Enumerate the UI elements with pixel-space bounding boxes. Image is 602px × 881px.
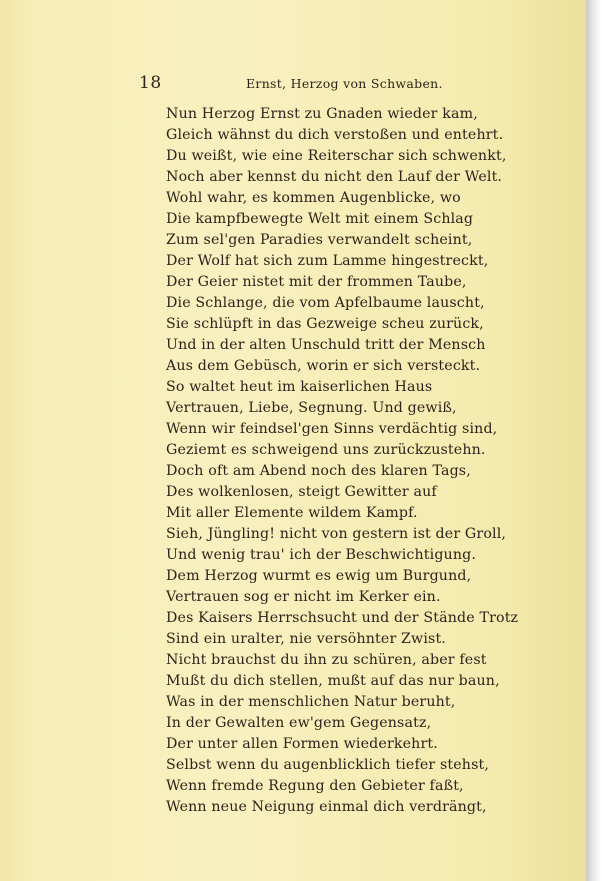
poem-line: Was in der menschlichen Natur beruht,	[166, 694, 456, 710]
poem-line: Wenn neue Neigung einmal dich verdrängt,	[166, 799, 487, 815]
poem-line: Geziemt es schweigend uns zurückzustehn.	[166, 442, 486, 458]
page-edge	[586, 0, 602, 881]
poem-line: Du weißt, wie eine Reiterschar sich schwenkt,	[166, 148, 507, 164]
page-header	[0, 73, 586, 95]
poem-line: Mit aller Elemente wildem Kampf.	[166, 505, 418, 521]
poem-line: Vertrauen sog er nicht im Kerker ein.	[166, 589, 441, 605]
poem-line: Wenn fremde Regung den Gebieter faßt,	[166, 778, 464, 794]
poem-line: In der Gewalten ew'gem Gegensatz,	[166, 715, 432, 731]
poem-line: Selbst wenn du augenblicklich tiefer stehst,	[166, 757, 490, 773]
poem-line: Der unter allen Formen wiederkehrt.	[166, 736, 438, 752]
poem-line: Sie schlüpft in das Gezweige scheu zurück,	[166, 316, 484, 332]
poem-line: Doch oft am Abend noch des klaren Tags,	[166, 463, 471, 479]
poem-line: Mußt du dich stellen, mußt auf das nur baun,	[166, 673, 500, 689]
poem-line: So waltet heut im kaiserlichen Haus	[166, 379, 433, 395]
running-head: Ernst, Herzog von Schwaben.	[246, 76, 443, 91]
poem-line: Zum sel'gen Paradies verwandelt scheint,	[166, 232, 473, 248]
poem-line: Und wenig trau' ich der Beschwichtigung.	[166, 547, 477, 563]
poem-line: Gleich wähnst du dich verstoßen und entehrt.	[166, 127, 504, 143]
poem-line: Des wolkenlosen, steigt Gewitter auf	[166, 484, 437, 500]
poem-line: Aus dem Gebüsch, worin er sich versteckt.	[166, 358, 481, 374]
poem-line: Nicht brauchst du ihn zu schüren, aber fest	[166, 652, 487, 668]
poem-text	[166, 104, 566, 818]
poem-line: Die Schlange, die vom Apfelbaume lauscht,	[166, 295, 485, 311]
poem-line: Dem Herzog wurmt es ewig um Burgund,	[166, 568, 472, 584]
poem-line: Vertrauen, Liebe, Segnung. Und gewiß,	[166, 400, 457, 416]
poem-line: Der Geier nistet mit der frommen Taube,	[166, 274, 467, 290]
poem-line: Des Kaisers Herrschsucht und der Stände Trotz	[166, 610, 519, 626]
page-number: 18	[139, 73, 162, 93]
poem-line: Die kampfbewegte Welt mit einem Schlag	[166, 211, 474, 227]
poem-line: Sieh, Jüngling! nicht von gestern ist der Groll,	[166, 526, 507, 542]
poem-line: Und in der alten Unschuld tritt der Mensch	[166, 337, 486, 353]
poem-line: Nun Herzog Ernst zu Gnaden wieder kam,	[166, 106, 478, 122]
poem-line: Noch aber kennst du nicht den Lauf der Welt.	[166, 169, 503, 185]
poem-line: Sind ein uralter, nie versöhnter Zwist.	[166, 631, 446, 647]
poem-line: Wenn wir feindsel'gen Sinns verdächtig sind,	[166, 421, 498, 437]
poem-line: Wohl wahr, es kommen Augenblicke, wo	[166, 190, 461, 206]
poem-line: Der Wolf hat sich zum Lamme hingestreckt,	[166, 253, 489, 269]
